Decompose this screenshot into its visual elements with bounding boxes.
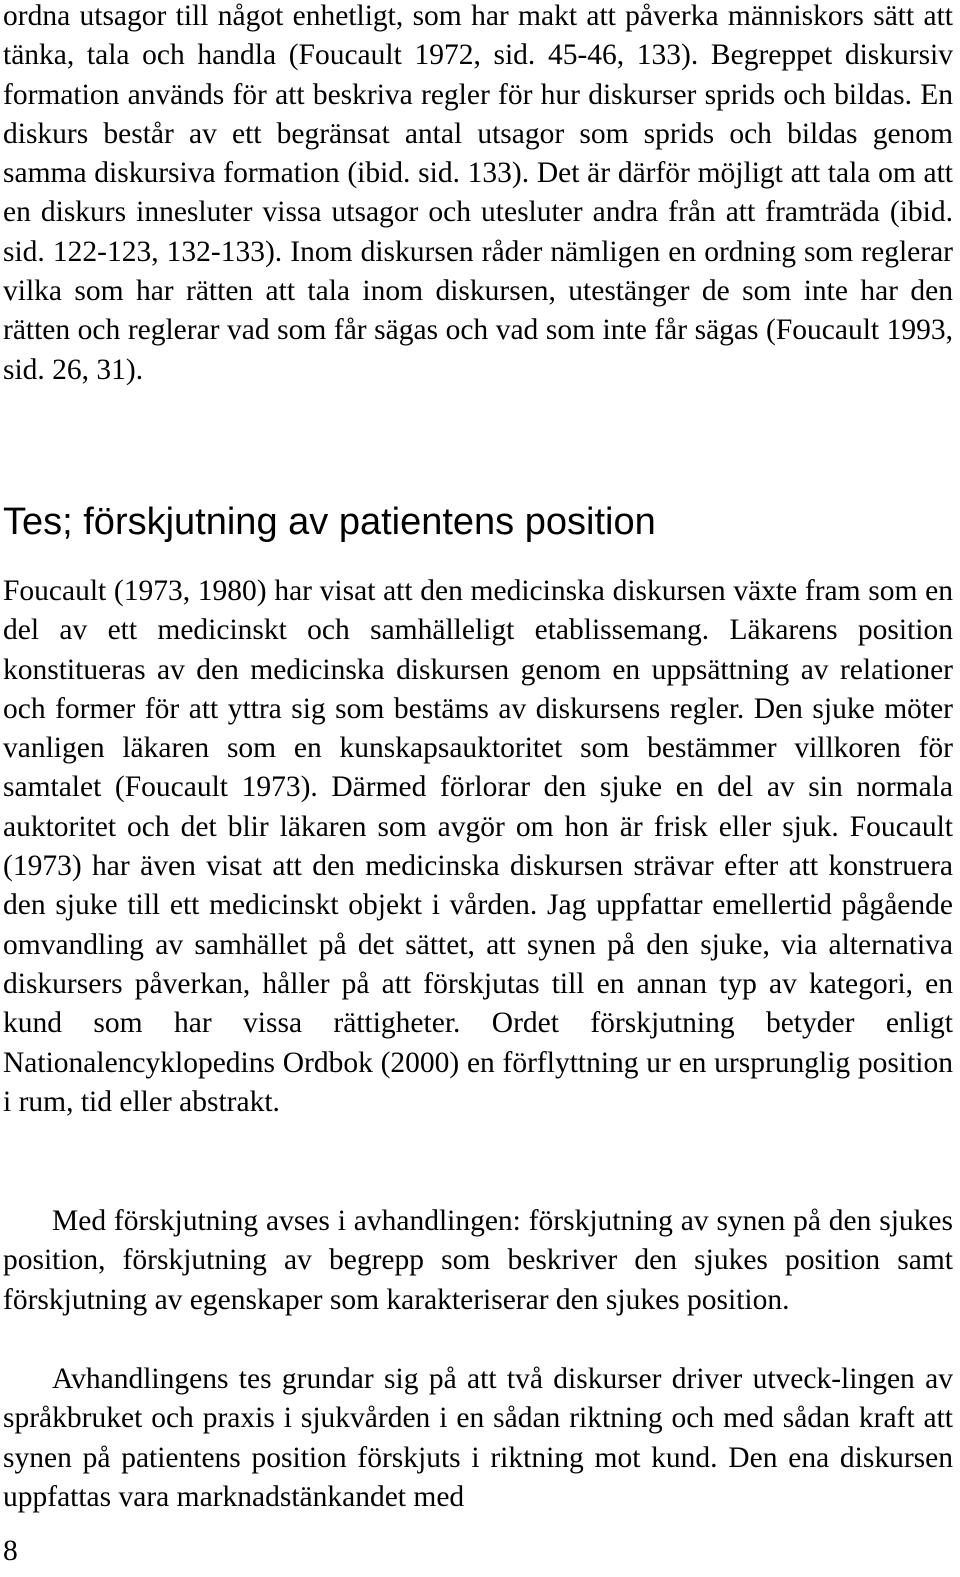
section-heading: Tes; förskjutning av patientens position bbox=[3, 501, 656, 543]
body-paragraph: Med förskjutning avses i avhandlingen: förskjutning av synen på den sjukes position, förskjutning av begrepp som beskriver den sjukes position samt förskjutning av egenskaper som karakteriserar den sjukes position. bbox=[3, 1205, 953, 1316]
body-paragraph: Foucault (1973, 1980) har visat att den medicinska diskursen växte fram som en del av ett medicinskt och samhälleligt etablissemang. Läkarens position konstitueras av den medicinska diskursen genom en uppsättning av relationer och former för att yttra sig som bestäms av diskursens regler. Den sjuke möter vanligen läkaren som en kunskapsauktoritet som bestämmer villkoren för samtalet (Foucault 1973). Därmed förlorar den sjuke en del av sin normala auktoritet och det blir läkaren som avgör om hon är frisk eller sjuk. Foucault (1973) har även visat att den medicinska diskursen strävar efter att konstruera den sjuke till ett medicinskt objekt i vården. Jag uppfattar emellertid pågående omvandling av samhället på det sättet, att synen på den sjuke, via alternativa diskursers påverkan, håller på att förskjutas till en annan typ av kategori, en kund som har vissa rättigheter. Ordet förskjutning betyder enligt Nationalencyklopedins Ordbok (2000) en förflyttning ur en ursprunglig position i rum, tid eller abstrakt. bbox=[3, 575, 953, 1118]
body-paragraph: ordna utsagor till något enhetligt, som har makt att påverka människors sätt att tänka, tala och handla (Foucault 1972, sid. 45-46, 133). Begreppet diskursiv formation används för att beskriva regler för hur diskurser sprids och bildas. En diskurs består av ett begränsat antal utsagor som sprids och bildas genom samma diskursiva formation (ibid. sid. 133). Det är därför möjligt att tala om att en diskurs innesluter vissa utsagor och utesluter andra från att framträda (ibid. sid. 122-123, 132-133). Inom diskursen råder nämligen en ordning som reglerar vilka som har rätten att tala inom diskursen, utestänger de som inte har den rätten och reglerar vad som får sägas och vad som inte får sägas (Foucault 1993, sid. 26, 31). bbox=[3, 0, 953, 386]
page-number: 8 bbox=[3, 1535, 18, 1567]
body-paragraph: Avhandlingens tes grundar sig på att två diskurser driver utveck-lingen av språkbruket och praxis i sjukvården i en sådan riktning och med sådan kraft att synen på patientens position förskjuts i riktning mot kund. Den ena diskursen uppfattas vara marknadstänkandet med bbox=[3, 1363, 953, 1513]
